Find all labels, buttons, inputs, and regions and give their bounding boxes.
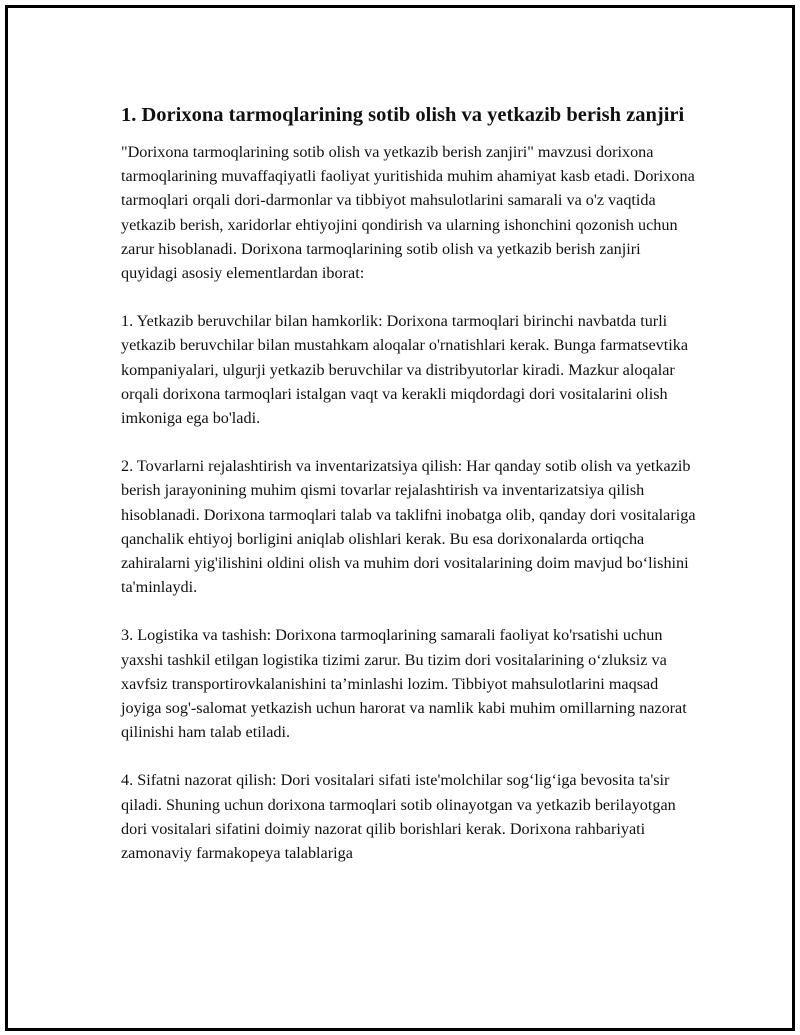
intro-paragraph: "Dorixona tarmoqlarining sotib olish va yetkazib berish zanjiri" mavzusi dorixona tarmoqlarining muvaffaqiyatli faoliyat yuritishida muhim ahamiyat kasb etadi. Dorixona tarmoqlari orqali dori-darmonlar va tibbiyot mahsulotlarini samarali va o'z vaqtida yetkazib berish, xaridorlar ehtiyojini qondirish va ularning ishonchini qozonish uchun zarur hisoblanadi. Dorixona tarmoqlarining sotib olish va yetkazib berish zanjiri quyidagi asosiy elementlardan iborat: xyxy=(121,143,695,283)
paragraph-logistics: 3. Logistika va tashish: Dorixona tarmoqlarining samarali faoliyat ko'rsatishi uchun yaxshi tashkil etilgan logistika tizimi zarur. Bu tizim dori vositalarining o‘zluksiz va xavfsiz transportirovkalanishini ta’minlashi lozim. Tibbiyot mahsulotlarini maqsad joyiga sog'-salomat yetkazish uchun harorat va namlik kabi muhim omillarning nazorat qilinishi ham talab etiladi. xyxy=(121,626,687,742)
paragraph-inventory: 2. Tovarlarni rejalashtirish va inventarizatsiya qilish: Har qanday sotib olish va yetkazib berish jarayonining muhim qismi tovarlar rejalashtirish va inventarizatsiya qilish hisoblanadi. Dorixona tarmoqlari talab va taklifni inobatga olib, qanday dori vositalariga qanchalik ehtiyoj borligini aniqlab olishlari kerak. Bu esa dorixonalarda ortiqcha zahiralarni yig'ilishini oldini olish va muhim dori vositalarining doim mavjud bo‘lishini ta'minlaydi. xyxy=(121,457,696,597)
paragraph-suppliers: 1. Yetkazib beruvchilar bilan hamkorlik: Dorixona tarmoqlari birinchi navbatda turli yetkazib beruvchilar bilan mustahkam aloqalar o'rnatishlari kerak. Bunga farmatsevtika kompaniyalari, ulgurji yetkazib beruvchilar va distribyutorlar kiradi. Mazkur aloqalar orqali dorixona tarmoqlari istalgan vaqt va kerakli miqdordagi dori vositalarini olish imkoniga ega bo'ladi. xyxy=(121,312,689,428)
paragraph-quality-control: 4. Sifatni nazorat qilish: Dori vositalari sifati iste'molchilar sog‘lig‘iga bevosita ta'sir qiladi. Shuning uchun dorixona tarmoqlari sotib olinayotgan va yetkazib berilayotgan dori vositalari sifatini doimiy nazorat qilib borishlari kerak. Dorixona rahbariyati zamonaviy farmakopeya talablariga xyxy=(121,771,676,863)
page-frame xyxy=(5,5,795,1031)
section-heading: 1. Dorixona tarmoqlarining sotib olish va yetkazib berish zanjiri xyxy=(121,104,685,126)
document-body xyxy=(121,101,696,889)
